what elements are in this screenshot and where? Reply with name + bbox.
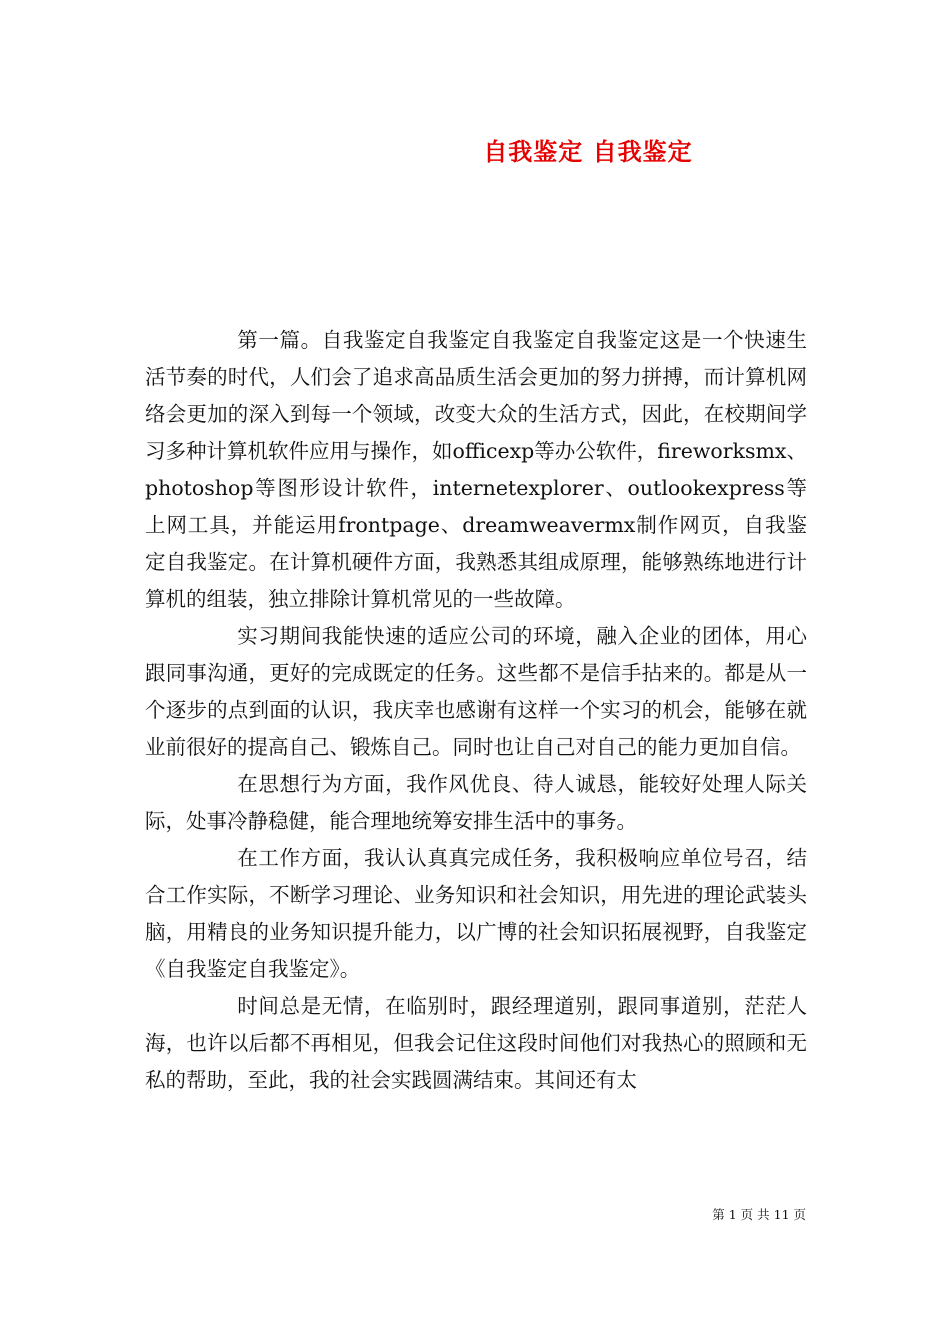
paragraph-5: 时间总是无情，在临别时，跟经理道别，跟同事道别，茫茫人海，也许以后都不再相见，但我会记住这段时间他们对我热心的照顾和无私的帮助，至此，我的社会实践圆满结束。其间还有太 bbox=[145, 994, 807, 1092]
paragraph-2: 实习期间我能快速的适应公司的环境，融入企业的团体，用心跟同事沟通，更好的完成既定的任务。这些都不是信手拈来的。都是从一个逐步的点到面的认识，我庆幸也感谢有这样一个实习的机会，能够在就业前很好的提高自己、锻炼自己。同时也让自己对自己的能力更加自信。 bbox=[145, 624, 807, 759]
paragraph-4: 在工作方面，我认认真真完成任务，我积极响应单位号召，结合工作实际，不断学习理论、业务知识和社会知识，用先进的理论武装头脑，用精良的业务知识提升能力，以广博的社会知识拓展视野，自我鉴定《自我鉴定自我鉴定》。 bbox=[145, 846, 807, 981]
page-number-footer: 第 1 页 共 11 页 bbox=[712, 1207, 806, 1222]
paragraph-3: 在思想行为方面，我作风优良、待人诚恳，能较好处理人际关际，处事冷静稳健，能合理地统筹安排生活中的事务。 bbox=[145, 772, 807, 833]
paragraph-1: 第一篇。自我鉴定自我鉴定自我鉴定自我鉴定这是一个快速生活节奏的时代，人们会了追求高品质生活会更加的努力拼搏，而计算机网络会更加的深入到每一个领域，改变大众的生活方式，因此，在校期间学习多种计算机软件应用与操作，如officexp等办公软件，fireworksmx、photoshop等图形设计软件，internetexplorer、outlookexpress等上网工具，并能运用frontpage、dreamweavermx制作网页，自我鉴定自我鉴定。在计算机硬件方面，我熟悉其组成原理，能够熟练地进行计算机的组装，独立排除计算机常见的一些故障。 bbox=[145, 328, 807, 611]
document-body bbox=[145, 322, 807, 1099]
document-title: 自我鉴定 自我鉴定 bbox=[483, 137, 693, 166]
